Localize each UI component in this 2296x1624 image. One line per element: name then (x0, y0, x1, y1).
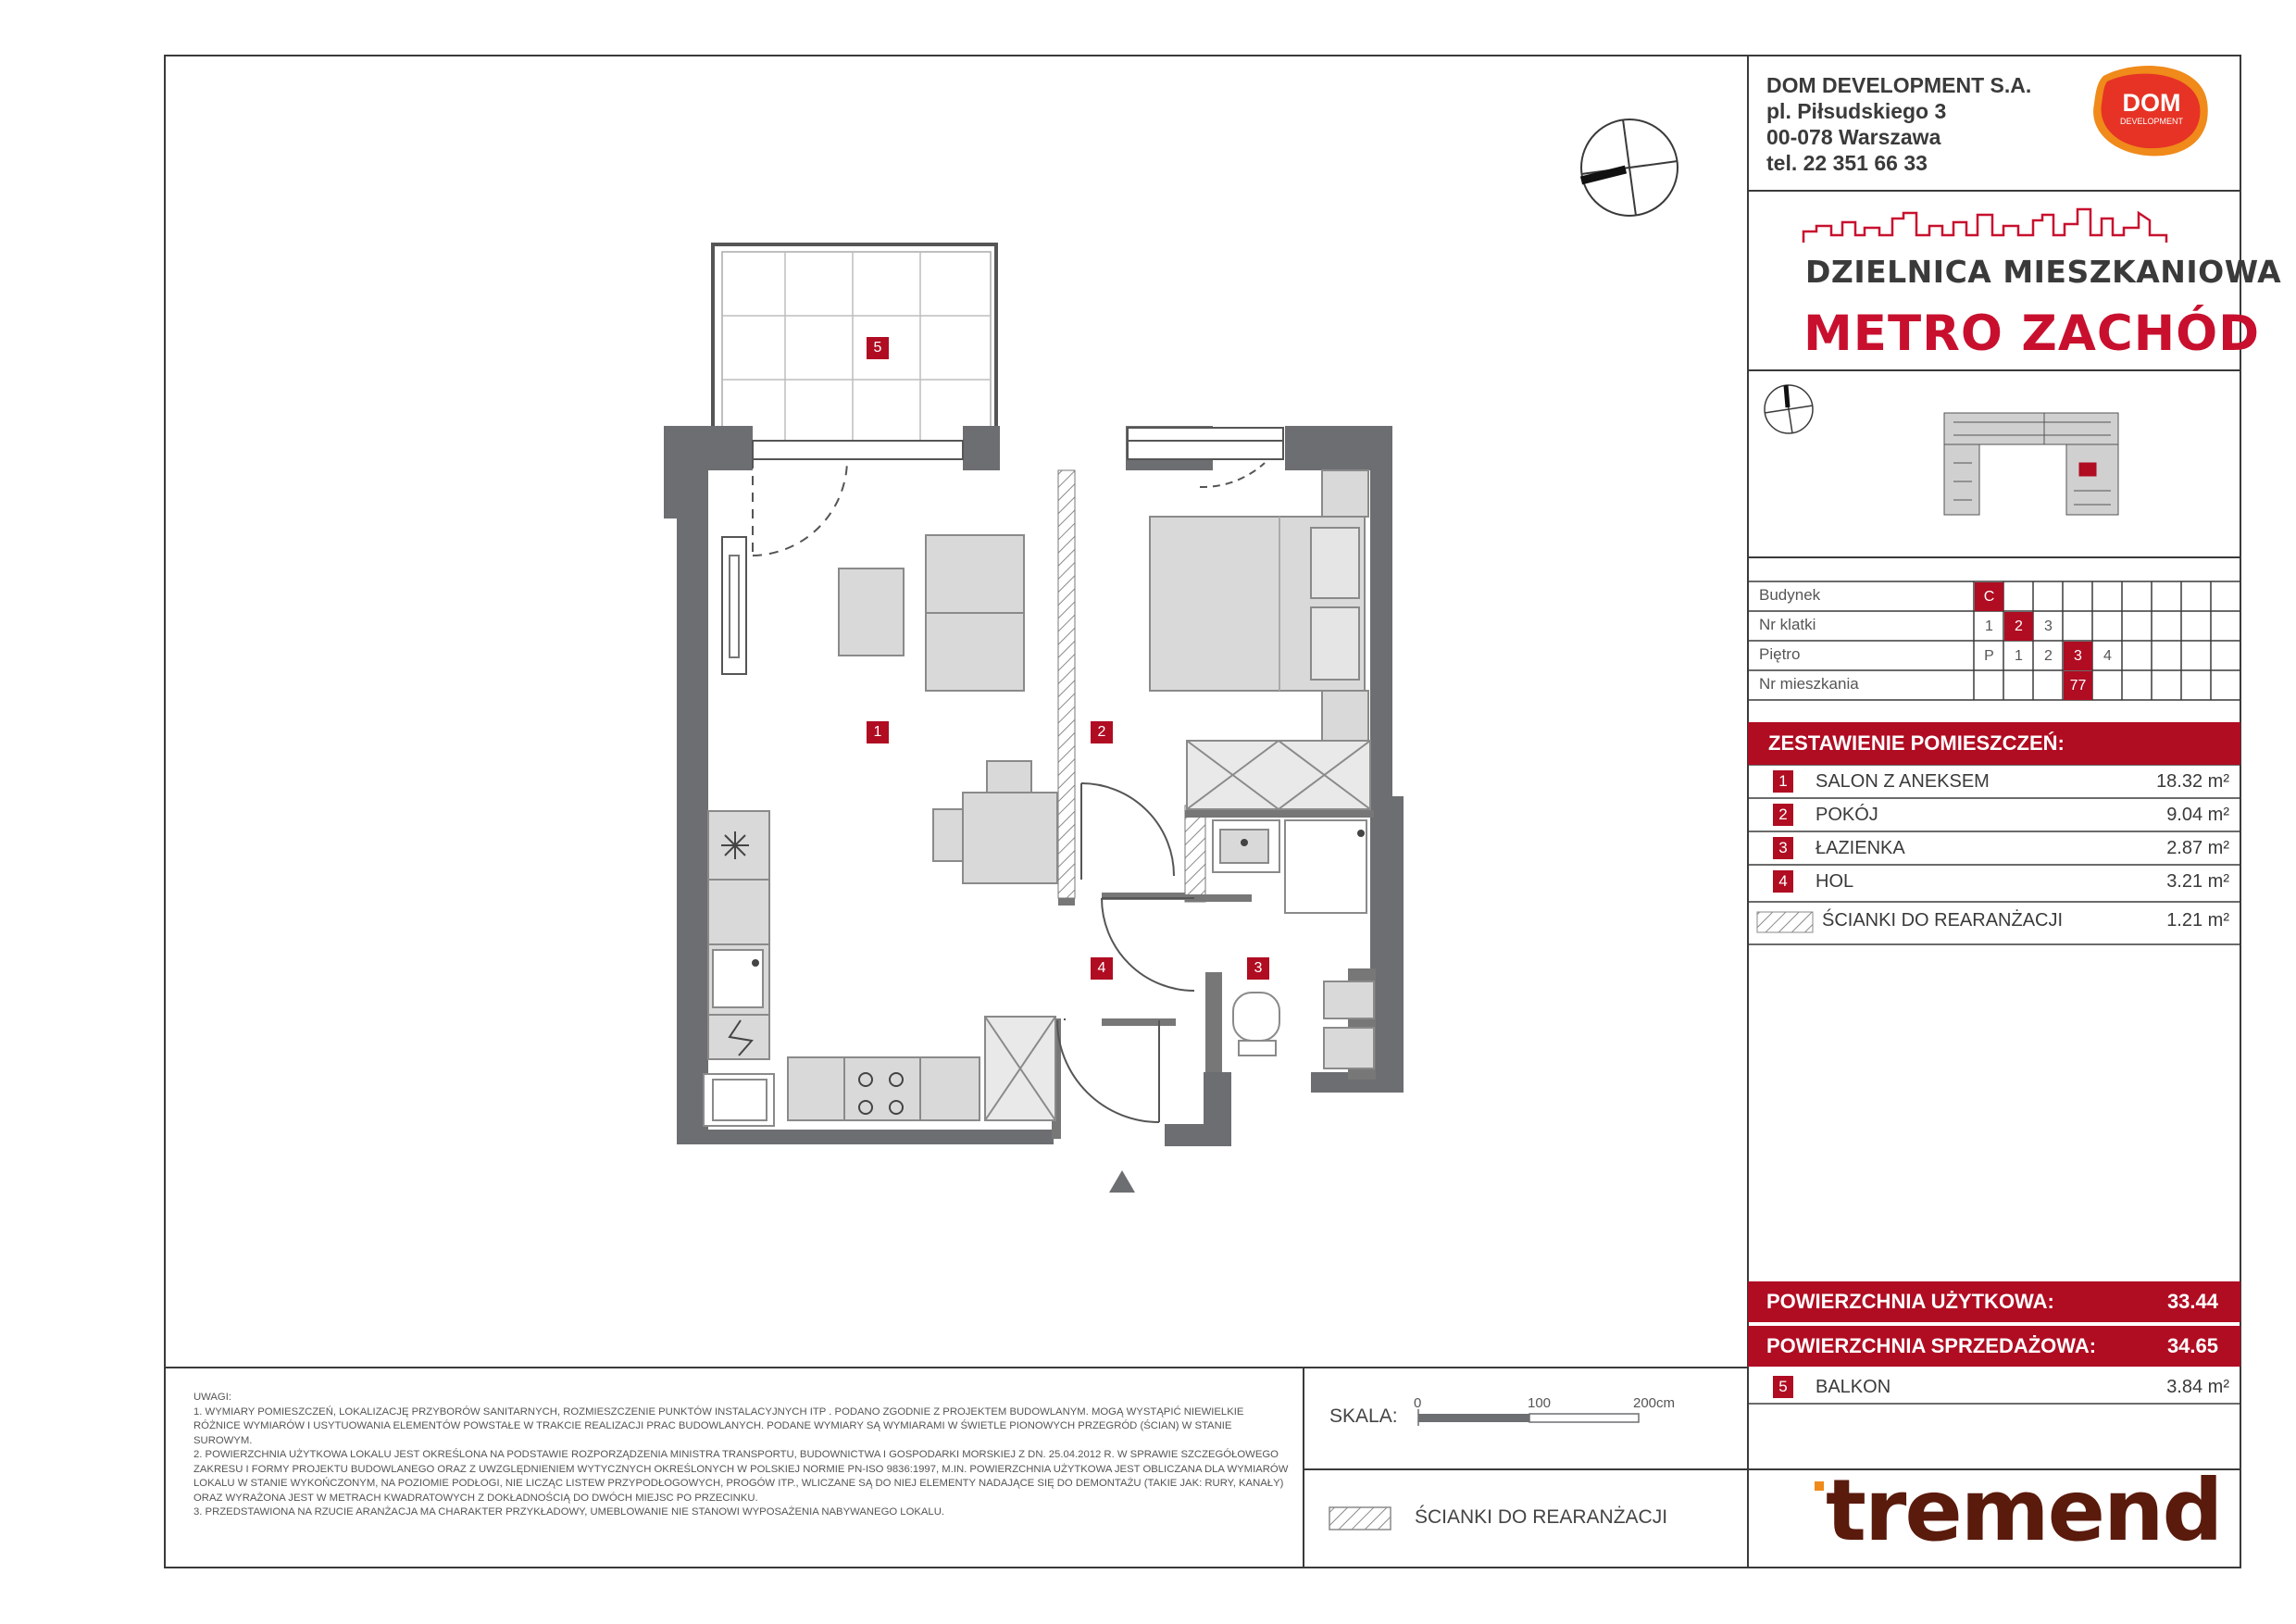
company-info (1766, 72, 2031, 176)
room-number: 1 (1773, 770, 1793, 793)
room-row (1748, 798, 2240, 831)
legend-hatch-sample (1329, 1507, 1391, 1530)
tremend-logo-word: tremend (1826, 1461, 2222, 1560)
info-cell-apartment: 77 (2064, 671, 2092, 700)
info-label-pietro: Piętro (1759, 645, 1801, 663)
room-name: POKÓJ (1816, 805, 1878, 825)
room-number: 2 (1773, 804, 1793, 826)
usable-area-value: 33.44 (2166, 1290, 2218, 1313)
info-cell-floor: 4 (2103, 647, 2112, 664)
info-cell-building: C (1975, 582, 2003, 611)
info-cell-floor: 3 (2064, 642, 2092, 670)
usable-area-bar (1748, 1281, 2240, 1322)
dom-logo-subword: DEVELOPMENT (2119, 117, 2183, 126)
scale-tick: 100 (1528, 1395, 1552, 1411)
room-number: 4 (1773, 870, 1793, 893)
plan-label-room-1: 1 (867, 721, 889, 743)
room-name: ŁAZIENKA (1816, 838, 1905, 858)
info-cell-stair: 2 (2004, 612, 2033, 641)
company-phone: tel. 22 351 66 33 (1766, 151, 1928, 175)
furniture (704, 470, 1374, 1126)
floor-plan (664, 244, 1404, 1193)
room-area: 9.04 m² (2166, 805, 2229, 825)
company-address-1: pl. Piłsudskiego 3 (1766, 99, 1947, 123)
dom-logo-word: DOM (2122, 89, 2181, 117)
balcony-row (1748, 1370, 2240, 1404)
info-label-mieszkanie: Nr mieszkania (1759, 675, 1859, 693)
partitions-area: 1.21 m² (2166, 910, 2229, 931)
room-area: 3.21 m² (2166, 871, 2229, 892)
notes-title: UWAGI: (193, 1392, 232, 1403)
balcony-area: 3.84 m² (2166, 1377, 2229, 1397)
plan-label-room-2: 2 (1091, 721, 1113, 743)
tremend-logo (1815, 1461, 2221, 1560)
tremend-logo-dot (1815, 1481, 1824, 1491)
notes-item: 3. PRZEDSTAWIONA NA RZUCIE ARANŻACJA MA CHARAKTER PRZYKŁADOWY, UMEBLOWANIE NIE STANOWI WYPOSAŻENIA NABYWANEGO LOKALU. (193, 1506, 945, 1518)
scale-label: SKALA: (1329, 1405, 1398, 1427)
partitions-row (1748, 904, 2240, 937)
room-row (1748, 765, 2240, 798)
sale-area-bar (1748, 1326, 2240, 1367)
sale-area-value: 34.65 (2166, 1334, 2218, 1357)
room-area: 2.87 m² (2166, 838, 2229, 858)
info-cell-floor: P (1984, 647, 1994, 664)
room-row (1748, 831, 2240, 865)
building-key-plan (1944, 413, 2118, 515)
info-cell-floor: 2 (2044, 647, 2053, 664)
partitions-name: ŚCIANKI DO REARANŻACJI (1822, 910, 2064, 931)
room-row (1748, 865, 2240, 898)
room-area: 18.32 m² (2156, 771, 2229, 792)
plan-label-room-3: 3 (1247, 957, 1269, 980)
scale-bar (1418, 1409, 1639, 1426)
info-cell-stair: 3 (2044, 618, 2053, 634)
company-address-2: 00-078 Warszawa (1766, 125, 1941, 149)
rooms-header-text: ZESTAWIENIE POMIESZCZEŃ: (1768, 731, 2065, 755)
project-line-2: METRO ZACHÓD (1803, 306, 2261, 362)
plan-label-room-5: 5 (867, 337, 889, 359)
info-cell-stair: 1 (1985, 618, 1993, 634)
plan-label-room-4: 4 (1091, 957, 1113, 980)
info-cell-floor: 1 (2015, 647, 2023, 664)
room-number: 3 (1773, 837, 1793, 859)
room-name: HOL (1816, 871, 1854, 892)
balcony-number: 5 (1773, 1376, 1793, 1398)
project-line-1: DZIELNICA MIESZKANIOWA (1805, 254, 2282, 290)
notes-block (193, 1391, 1291, 1520)
balcony-name: BALKON (1816, 1377, 1891, 1397)
compass-main (1581, 119, 1678, 216)
skyline-graphic (1803, 209, 2166, 243)
info-label-klatka: Nr klatki (1759, 616, 1816, 633)
dom-logo-text (2103, 89, 2200, 126)
entrance-arrow (1109, 1170, 1135, 1193)
compass-small (1765, 385, 1813, 433)
scale-tick: 200cm (1633, 1395, 1676, 1411)
legend-text: ŚCIANKI DO REARANŻACJI (1415, 1506, 1668, 1528)
balcony (713, 244, 996, 444)
company-name: DOM DEVELOPMENT S.A. (1766, 73, 2032, 97)
sale-area-label: POWIERZCHNIA SPRZEDAŻOWA: (1766, 1334, 2097, 1357)
notes-item: 1. WYMIARY POMIESZCZEŃ, LOKALIZACJĘ PRZYBORÓW SANITARNYCH, ROZMIESZCZENIE PUNKTÓW INSTALACYJNYCH ITP . PODANO ZGODNIE Z PROJEKTEM BUDOWLANYM. MOGĄ WYSTĄPIĆ NIEWIELKIE RÓŻNICE WYMIARÓW I USYTUOWANIA ELEMENTÓW POWSTAŁE W TRAKCIE REALIZACJI PRAC BUDOWLANYCH. PODANE WYMIARY SĄ WYMIARAMI W ŚWIETLE PIONOWYCH PRZEGRÓD (ŚCIAN) W STANIE SUROWYM. (193, 1405, 1244, 1446)
room-name: SALON Z ANEKSEM (1816, 771, 1990, 792)
usable-area-label: POWIERZCHNIA UŻYTKOWA: (1766, 1290, 2054, 1313)
info-label-budynek: Budynek (1759, 586, 1821, 604)
scale-tick: 0 (1414, 1395, 1422, 1411)
rooms-header (1748, 722, 2240, 765)
notes-item: 2. POWIERZCHNIA UŻYTKOWA LOKALU JEST OKREŚLONA NA PODSTAWIE ROZPORZĄDZENIA MINISTRA TRANSPORTU, BUDOWNICTWA I GOSPODARKI MORSKIEJ Z DN. 25.04.2012 R. W SPRAWIE SZCZEGÓŁOWEGO ZAKRESU I FORMY PROJEKTU BUDOWLANEGO ORAZ Z UWZGLĘDNIENIEM WYTYCZNYCH OKREŚLONYCH W POLSKIEJ NORMIE PN-ISO 9836:1997, M.IN. POWIERZCHNIA UŻYTKOWA JEST OBLICZANA DLA WYMIARÓW LOKALU W STANIE WYKOŃCZONYM, NA POZIOMIE PODŁOGI, NIE LICZĄC LISTEW PRZYPODŁOGOWYCH, PROGÓW ITP., WLICZANE SĄ DO NIEJ ELEMENTY NADAJĄCE SIĘ DO DEMONTAŻU (TAKIE JAK: RURY, KANAŁY) ORAZ WYRAŻONA JEST W METRACH KWADRATOWYCH Z DOKŁADNOŚCIĄ DO DWÓCH MIEJSC PO PRZECINKU. (193, 1449, 1289, 1504)
